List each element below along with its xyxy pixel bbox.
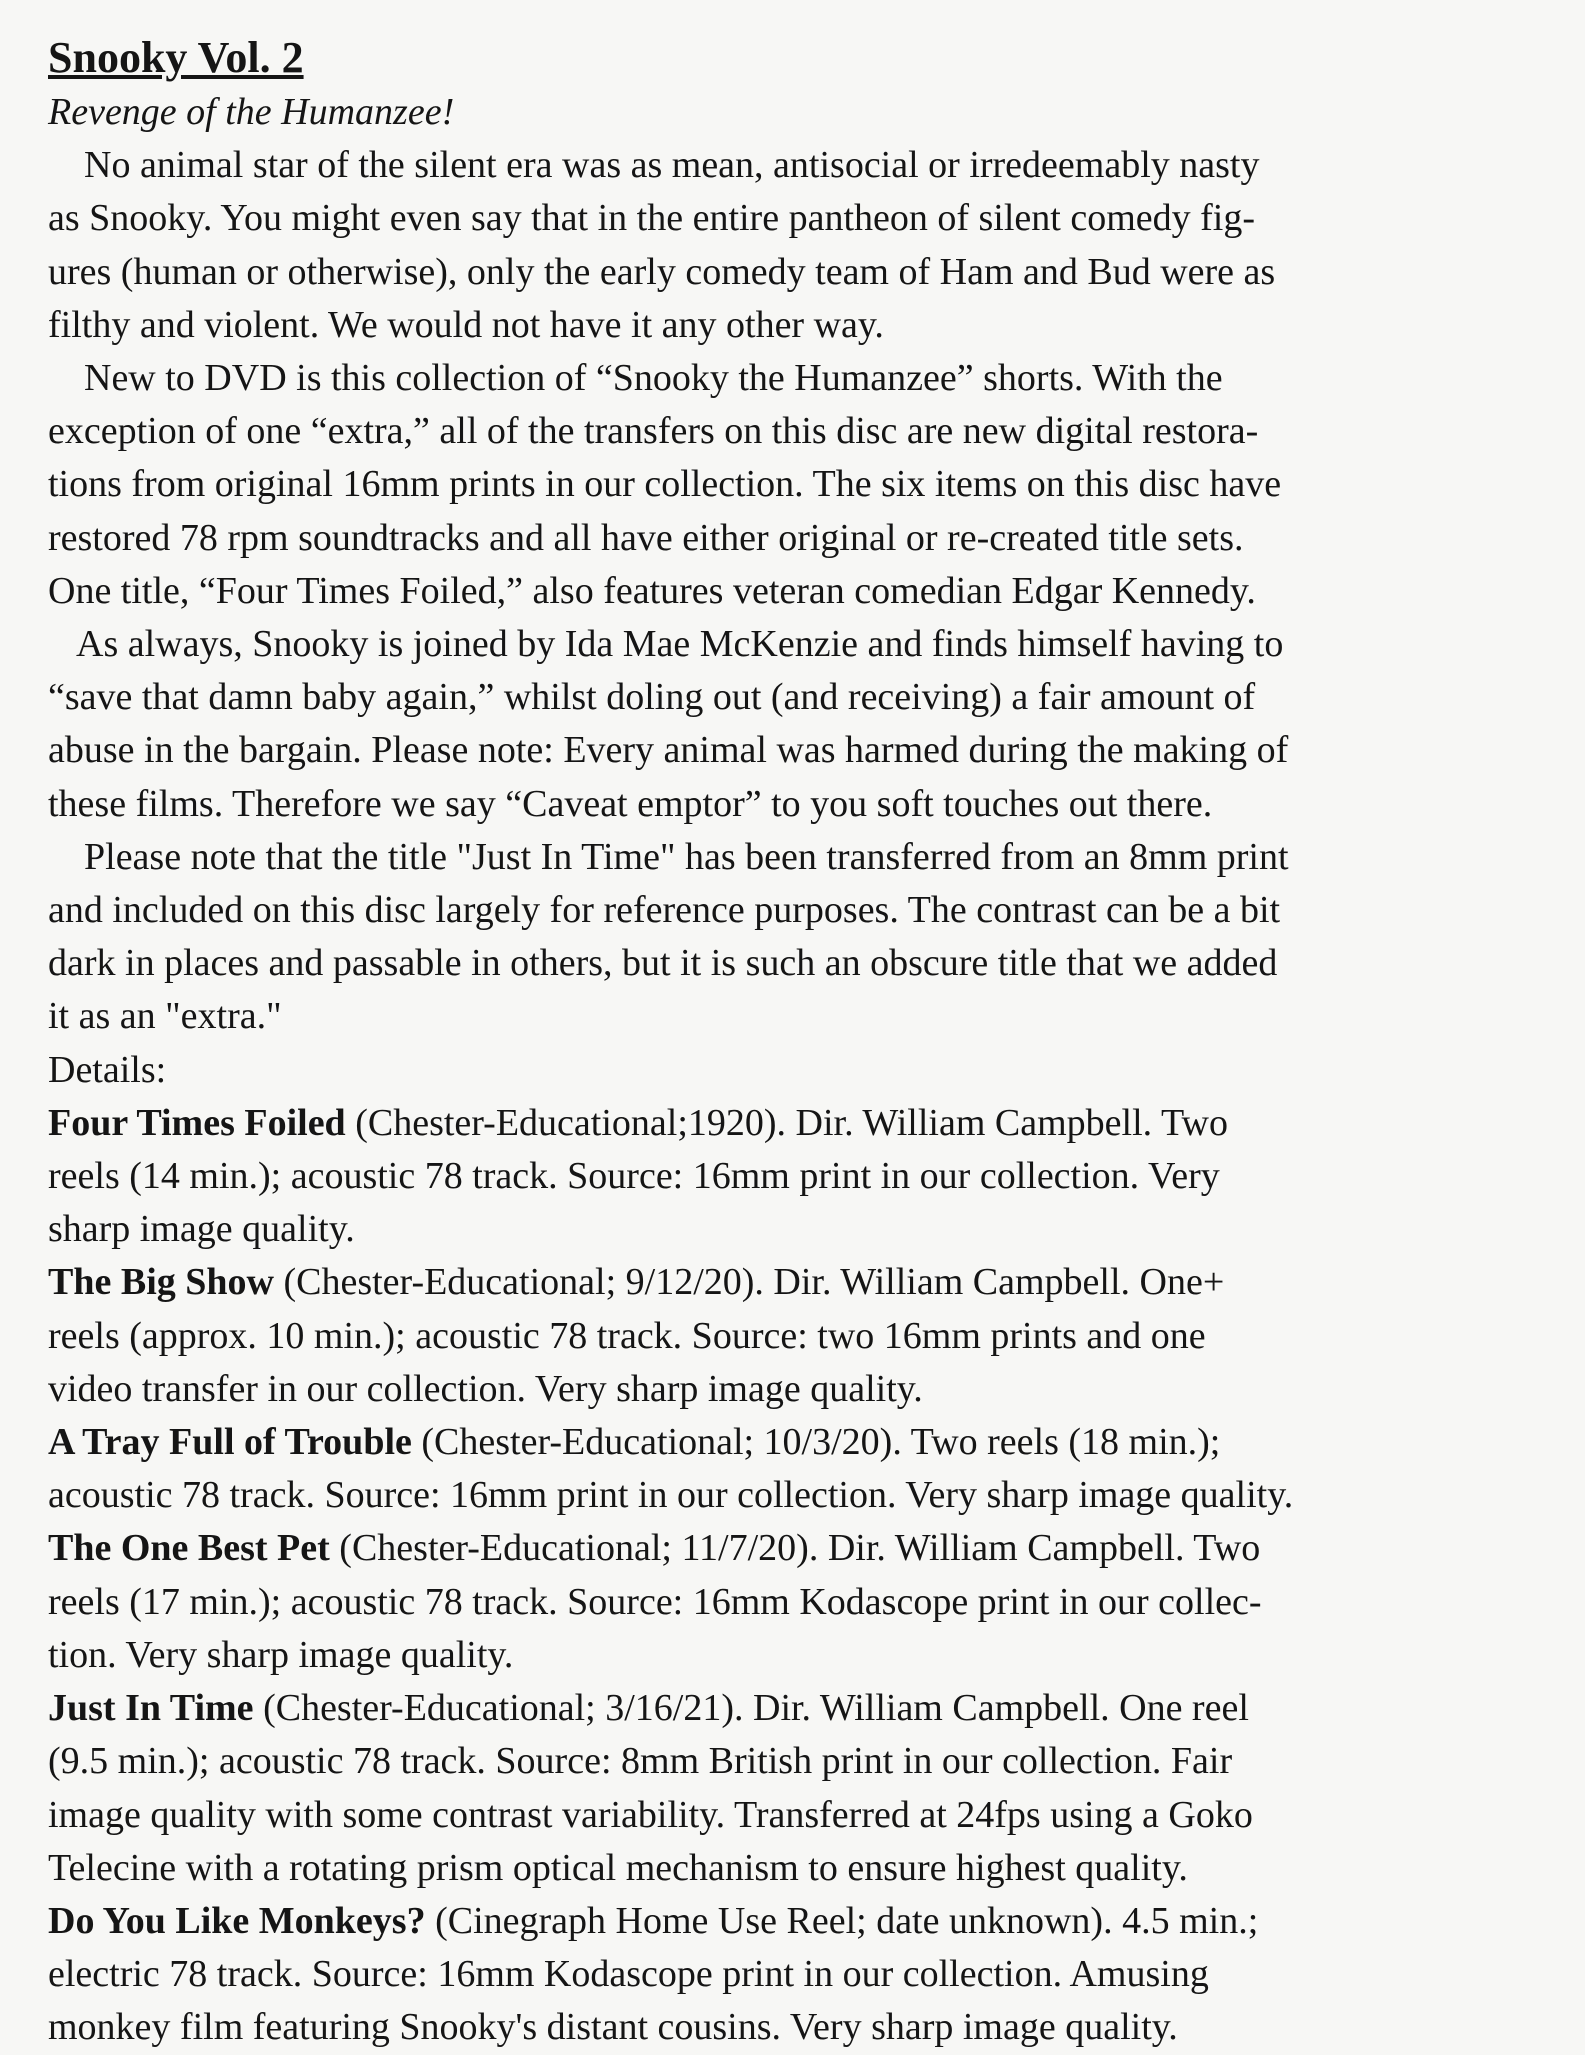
film-entry [48,1895,1568,2055]
film-entry-line: acoustic 78 track. Source: 16mm print in our collection. Very sharp image quality. [48,1474,1294,1517]
film-details-list [48,1097,1568,2055]
film-entry [48,1097,1568,1257]
film-entry-line: reels (14 min.); acoustic 78 track. Source: 16mm print in our collection. Very [48,1155,1220,1198]
text-line: No animal star of the silent era was as mean, antisocial or irredeemably nasty [84,144,1260,187]
text-line: ures (human or otherwise), only the early comedy team of Ham and Bud were as [48,250,1276,293]
film-entry-line: image quality with some contrast variability. Transferred at 24fps using a Goko [48,1793,1253,1836]
document-title: Snooky Vol. 2 [48,33,304,82]
text-line: these films. Therefore we say “Caveat emptor” to you soft touches out there. [48,782,1213,825]
film-entry-line: tion. Very sharp image quality. [48,1633,514,1676]
film-entry-line: reels (approx. 10 min.); acoustic 78 track. Source: two 16mm prints and one [48,1314,1206,1357]
film-title: The Big Show [48,1261,274,1304]
film-title: Four Times Foiled [48,1101,346,1144]
text-line: abuse in the bargain. Please note: Every animal was harmed during the making of [48,729,1289,772]
film-entry-line: reels (17 min.); acoustic 78 track. Source: 16mm Kodascope print in our collec- [48,1580,1262,1623]
document-page [48,30,1568,2055]
film-entry-line: video transfer in our collection. Very sharp image quality. [48,1367,923,1410]
film-entry-line: (9.5 min.); acoustic 78 track. Source: 8mm British print in our collection. Fair [48,1740,1233,1783]
body-paragraph [48,831,1568,1044]
film-info: (Chester-Educational; 3/16/21). Dir. William Campbell. One reel [253,1687,1249,1730]
text-line: “save that damn baby again,” whilst doling out (and receiving) a fair amount of [48,676,1256,719]
text-line: as Snooky. You might even say that in the entire pantheon of silent comedy fig- [48,197,1256,240]
text-line: exception of one “extra,” all of the transfers on this disc are new digital restora- [48,410,1259,453]
film-info: (Chester-Educational; 11/7/20). Dir. William Campbell. Two [329,1527,1261,1570]
film-entry-first-line [48,1256,1568,1309]
film-entry-line: Telecine with a rotating prism optical mechanism to ensure highest quality. [48,1846,1188,1889]
film-entry-line: monkey film featuring Snooky's distant cousins. Very sharp image quality. [48,2006,1178,2049]
text-line: it as an "extra." [48,995,282,1038]
film-entry [48,1416,1568,1522]
text-line: tions from original 16mm prints in our collection. The six items on this disc have [48,463,1282,506]
text-line: dark in places and passable in others, but it is such an obscure title that we added [48,942,1278,985]
text-line: New to DVD is this collection of “Snooky the Humanzee” shorts. With the [84,357,1223,400]
text-line: As always, Snooky is joined by Ida Mae McKenzie and finds himself having to [76,623,1284,666]
film-entry-first-line [48,1097,1568,1150]
film-title: The One Best Pet [48,1527,330,1570]
film-entry [48,1256,1568,1416]
film-info: (Chester-Educational; 9/12/20). Dir. William Campbell. One+ [273,1261,1225,1304]
film-entry-first-line [48,1895,1568,1948]
text-line: One title, “Four Times Foiled,” also features veteran comedian Edgar Kennedy. [48,569,1256,612]
film-entry-first-line [48,1682,1568,1735]
film-entry-first-line [48,1416,1568,1469]
film-info: (Cinegraph Home Use Reel; date unknown). 4.5 min.; [425,1899,1259,1942]
film-entry [48,1522,1568,1682]
body-paragraph [48,618,1568,831]
details-label: Details: [48,1048,167,1091]
body-paragraphs [48,139,1568,1043]
film-title: Do You Like Monkeys? [48,1899,426,1942]
text-line: restored 78 rpm soundtracks and all have either original or re-created title sets. [48,516,1244,559]
film-entry-line: electric 78 track. Source: 16mm Kodascope print in our collection. Amusing [48,1953,1209,1996]
film-entry [48,1682,1568,1895]
film-title: Just In Time [48,1687,254,1730]
text-line: Please note that the title "Just In Time" has been transferred from an 8mm print [84,835,1289,878]
body-paragraph [48,352,1568,618]
text-line: and included on this disc largely for reference purposes. The contrast can be a bit [48,889,1281,932]
body-paragraph [48,139,1568,352]
film-entry-line: sharp image quality. [48,1208,355,1251]
film-info: (Chester-Educational; 10/3/20). Two reels (18 min.); [411,1421,1221,1464]
film-entry-first-line [48,1522,1568,1575]
text-line: filthy and violent. We would not have it any other way. [48,303,884,346]
document-subtitle: Revenge of the Humanzee! [48,91,455,133]
film-info: (Chester-Educational;1920). Dir. William Campbell. Two [345,1101,1228,1144]
film-title: A Tray Full of Trouble [48,1421,412,1464]
